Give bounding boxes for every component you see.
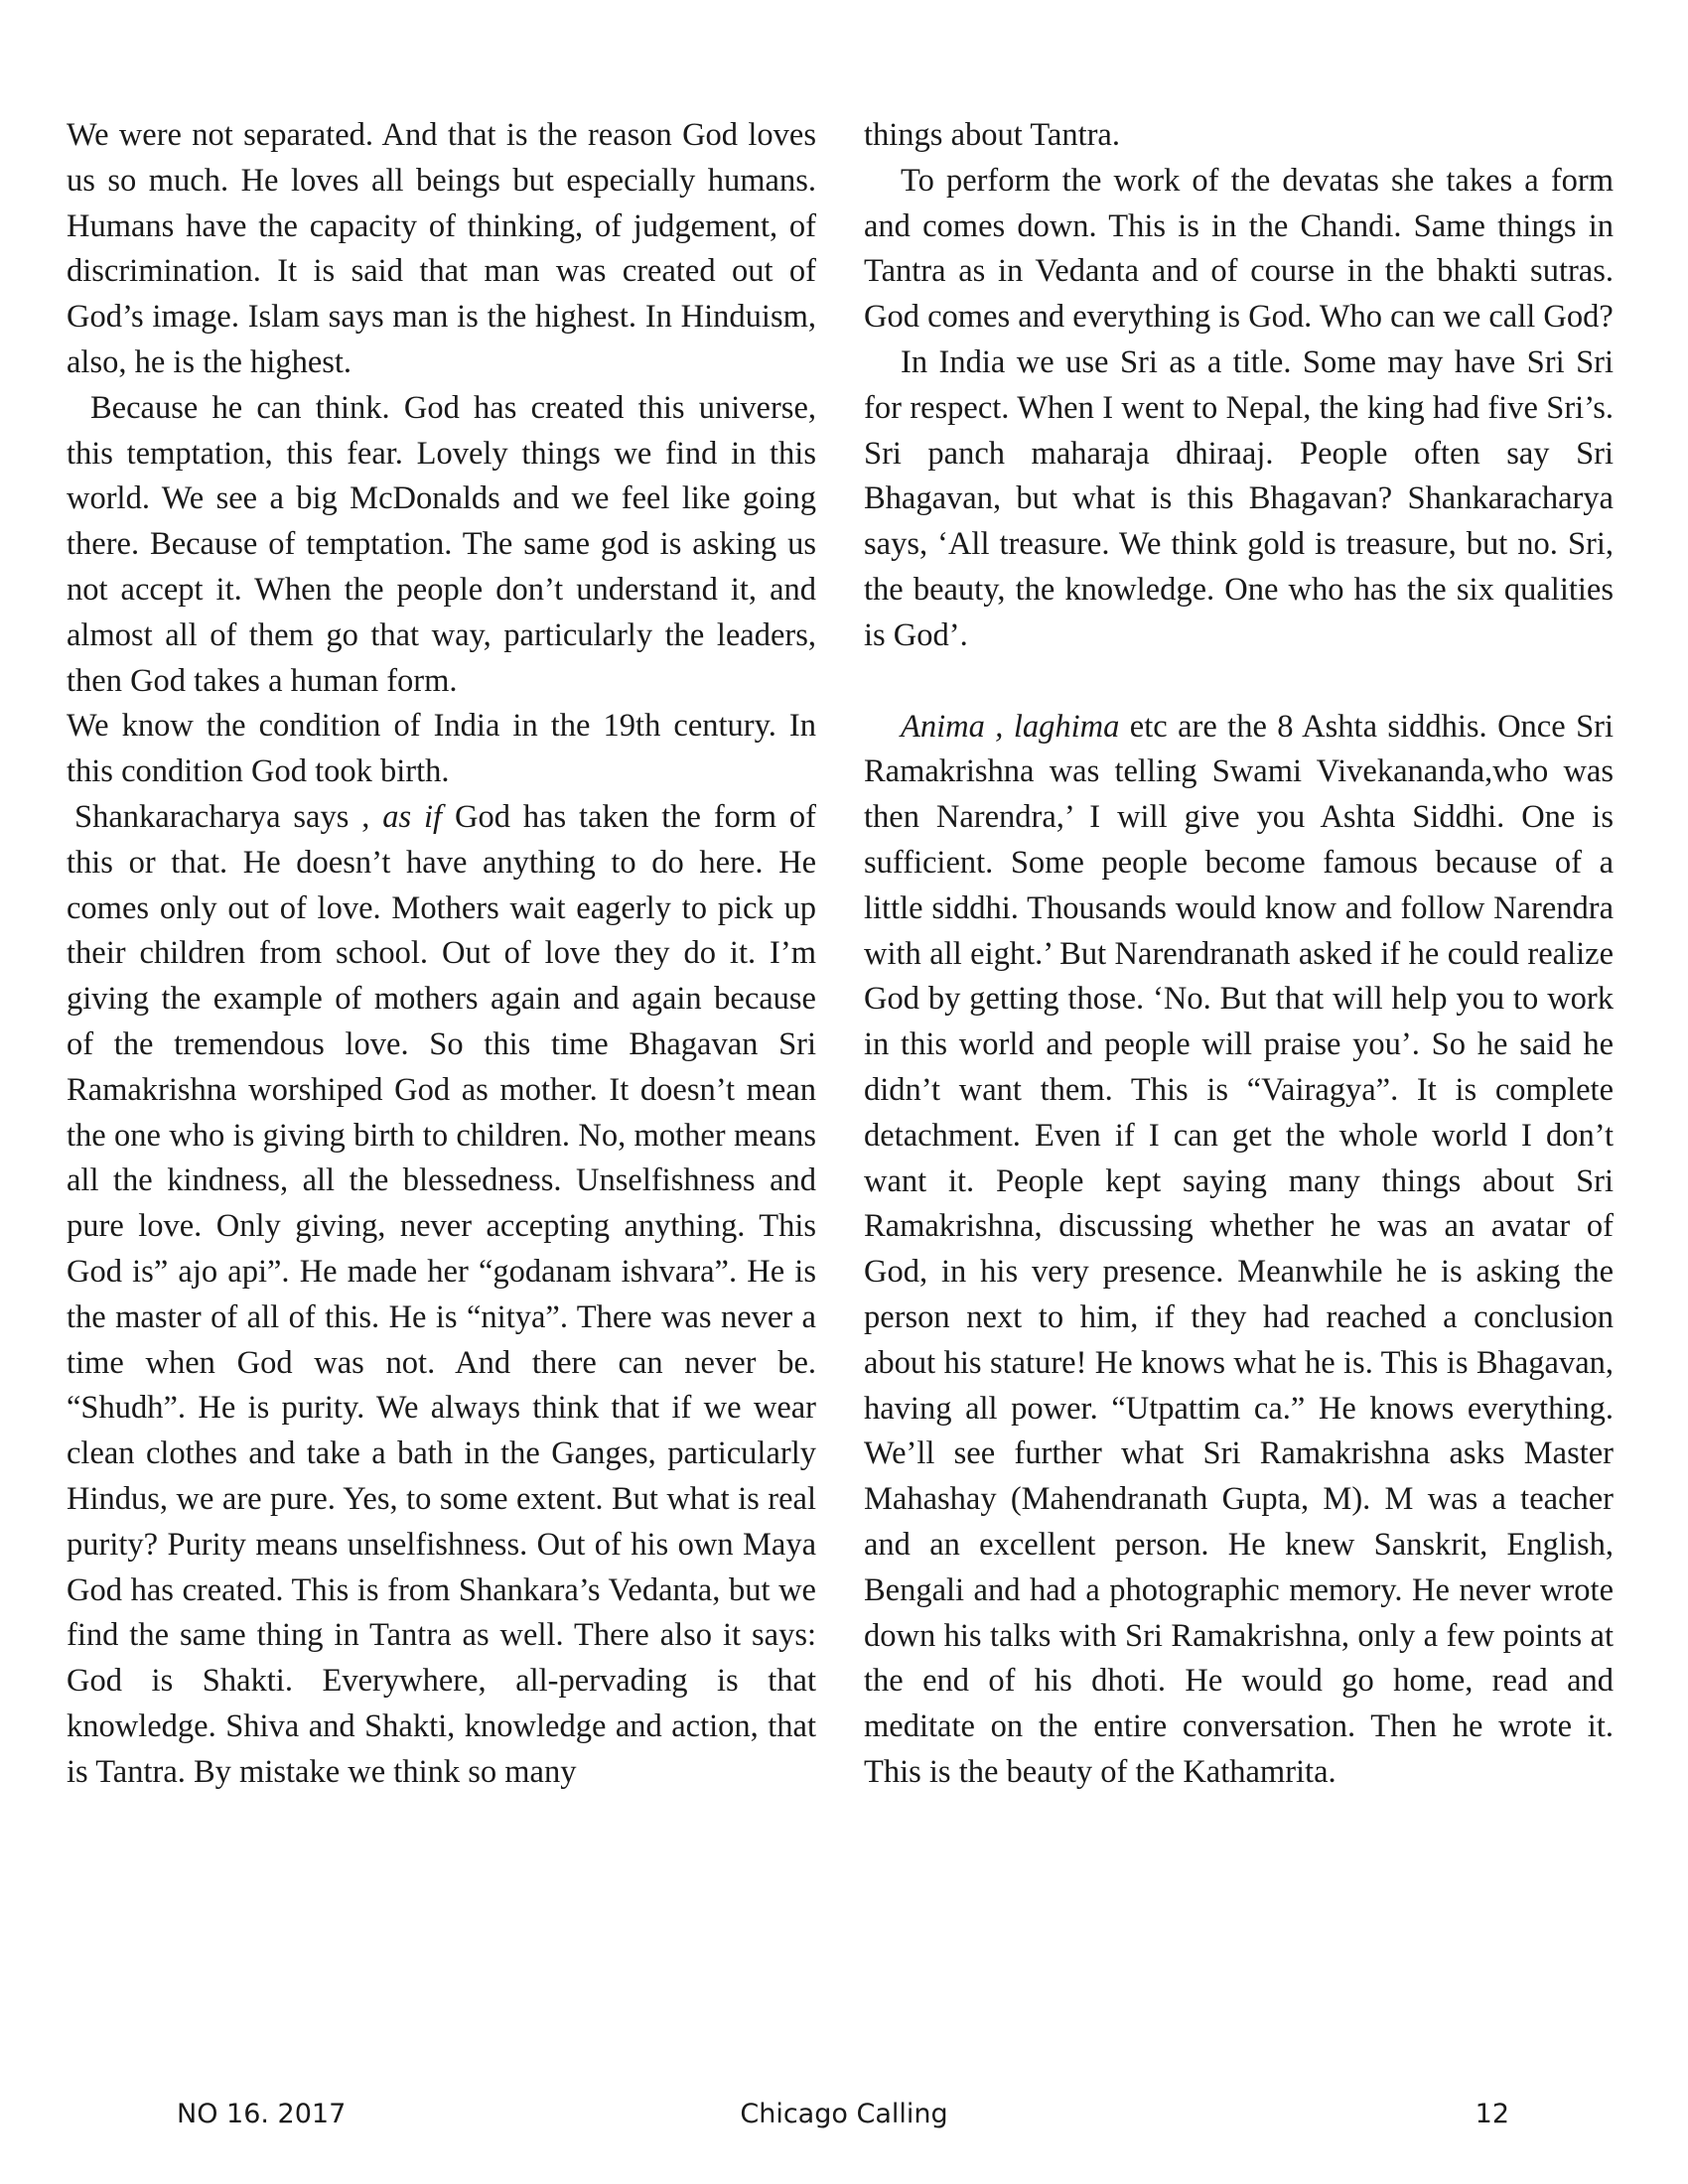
emphasis-text: as if <box>382 798 443 835</box>
footer-page-number: 12 <box>1475 2099 1509 2129</box>
paragraph: things about Tantra. <box>864 117 1120 153</box>
paragraph: In India we use Sri as a title. Some may have Sri Sri for respect. When I went to Nepal, the king had five Sri’s. Sri panch maharaja dhiraaj. People often say Sri Bhagavan, but what is this Bhagavan? Shankaracharya says, ‘All treasure. We think gold is treasure, but no. Sri, the beauty, the knowledge. One who has the six qualities is God’. <box>864 343 1614 653</box>
paragraph: Because he can think. God has created this universe, this temptation, this fear. Lovely things we find in this world. We see a big McDonalds and we feel like going there. Because of temptation. The same god is asking us not accept it. When the people don’t understand it, and almost all of them go that way, particularly the leaders, then God takes a human form. <box>67 389 816 699</box>
paragraph: To perform the work of the devatas she takes a form and comes down. This is in the Chandi. Same things in Tantra as in Vedanta and of course in the bhakti sutras. God comes and everything is God. Who can we call God? <box>864 162 1614 336</box>
emphasis-text: Anima , laghima <box>901 708 1120 745</box>
paragraph: We know the condition of India in the 19th century. In this condition God took birth. <box>67 708 816 790</box>
left-text-column <box>67 113 816 1795</box>
paragraph-text: God has taken the form of this or that. He doesn’t have anything to do here. He comes only out of love. Mothers wait eagerly to pick up their children from school. Out of love they do it. I’m giving the example of mothers again and again because of the tremendous love. So this time Bhagavan Sri Ramakrishna worshiped God as mother. It doesn’t mean the one who is giving birth to children. No, mother means all the kindness, all the blessedness. Unselfishness and pure love. Only giving, never accepting anything. This God is” ajo api”. He made her “godanam ishvara”. He is the master of all of this. He is “nitya”. There was never a time when God was not. And there can never be. “Shudh”. He is purity. We always think that if we wear clean clothes and take a bath in the Ganges, particularly Hindus, we are pure. Yes, to some extent. But what is real purity? Purity means unselfishness. Out of his own Maya God has created. This is from Shankara’s Vedanta, but we find the same thing in Tantra as well. There also it says: God is Shakti. Everywhere, all-pervading is that knowledge. Shiva and Shakti, knowledge and action, that is Tantra. By mistake we think so many <box>67 798 816 1790</box>
paragraph <box>67 795 816 1796</box>
paragraph: We were not separated. And that is the reason God loves us so much. He loves all beings but especially humans. Humans have the capacity of thinking, of judgement, of discrimination. It is said that man was created out of God’s image. Islam says man is the highest. In Hinduism, also, he is the highest. <box>67 117 816 380</box>
footer-publication-title: Chicago Calling <box>740 2099 948 2129</box>
paragraph-spacer <box>864 659 1614 705</box>
right-text-column <box>864 113 1614 1796</box>
paragraph <box>864 705 1614 1796</box>
paragraph-text: Shankaracharya says , <box>74 798 383 835</box>
footer-issue: NO 16. 2017 <box>177 2099 347 2129</box>
paragraph-text: etc are the 8 Ashta siddhis. Once Sri Ramakrishna was telling Swami Vivekananda,who was then Narendra,’ I will give you Ashta Siddhi. One is sufficient. Some people become famous because of a little siddhi. Thousands would know and follow Narendra with all eight.’ But Narendranath asked if he could realize God by getting those. ‘No. But that will help you to work in this world and people will praise you’. So he said he didn’t want them. This is “Vairagya”. It is complete detachment. Even if I can get the whole world I don’t want it. People kept saying many things about Sri Ramakrishna, discussing whether he was an avatar of God, in his very presence. Meanwhile he is asking the person next to him, if they had reached a conclusion about his stature! He knows what he is. This is Bhagavan, having all power. “Utpattim ca.” He knows everything. We’ll see further what Sri Ramakrishna asks Master Mahashay (Mahendranath Gupta, M). M was a teacher and an excellent person. He knew Sanskrit, English, Bengali and had a photographic memory. He never wrote down his talks with Sri Ramakrishna, only a few points at the end of his dhoti. He would go home, read and meditate on the entire conversation. Then he wrote it. This is the beauty of the Kathamrita. <box>864 708 1614 1790</box>
